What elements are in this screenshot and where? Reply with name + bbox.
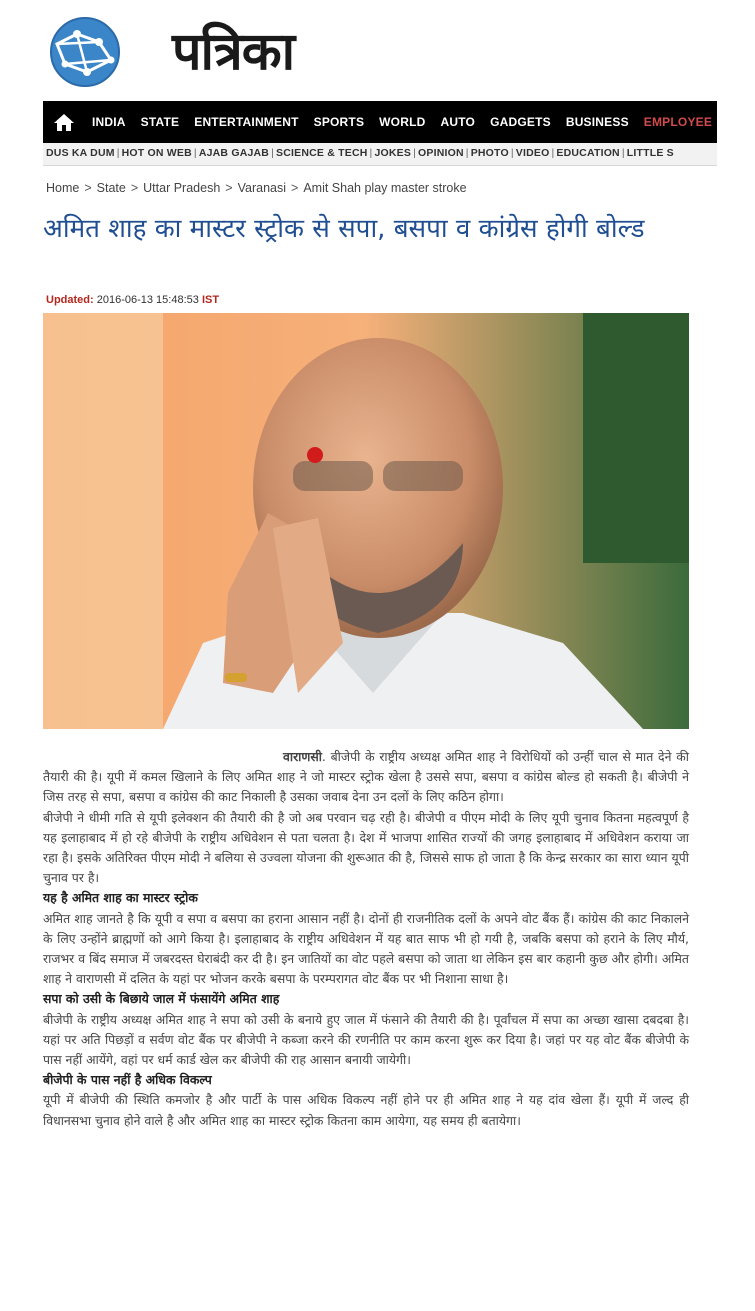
nav-item-gadgets[interactable]: GADGETS [490, 115, 551, 129]
subnav-item-little[interactable]: LITTLE S [626, 147, 674, 159]
breadcrumb [46, 181, 467, 195]
article-subheading: सपा को उसी के बिछाये जाल में फंसायेंगे अमित शाह [43, 991, 280, 1007]
breadcrumb-varanasi[interactable]: Varanasi [237, 181, 287, 195]
subnav-separator: | [193, 147, 197, 159]
subnav-separator: | [369, 147, 373, 159]
nav-item-sports[interactable]: SPORTS [313, 115, 365, 129]
subnav-item-science-tech[interactable]: SCIENCE & TECH [276, 147, 368, 159]
subnav-item-hot-on-web[interactable]: HOT ON WEB [121, 147, 192, 159]
nav-item-state[interactable]: STATE [140, 115, 180, 129]
logo-wordmark: पत्रिका [172, 22, 295, 82]
subnav-item-photo[interactable]: PHOTO [470, 147, 509, 159]
subnav-separator: | [551, 147, 555, 159]
updated-label: Updated: [46, 294, 94, 306]
main-nav [43, 101, 717, 143]
nav-item-employee[interactable]: EMPLOYEE [643, 115, 713, 129]
sub-nav [43, 143, 717, 166]
article-subheading: यह है अमित शाह का मास्टर स्ट्रोक [43, 890, 198, 906]
updated-timezone: IST [201, 294, 220, 306]
subnav-item-jokes[interactable]: JOKES [374, 147, 412, 159]
nav-item-auto[interactable]: AUTO [440, 115, 476, 129]
breadcrumb-home[interactable]: Home [46, 181, 80, 195]
article-paragraph: अमित शाह जानते है कि यूपी व सपा व बसपा का हराना आसान नहीं है। दोनों ही राजनीतिक दलों के अपने वोट बैंक हैं। कांग्रेस की काट निकालने के लिए उन्होंने ब्राह्मणों को आगे किया है। इलाहाबाद के राष्ट्रीय अधिवेशन में यह बात साफ भी हो गयी है, जबकि बसपा को हराने के लिए मौर्य, राजभर व बिंद समाज में जबरदस्त घेराबंदी कर दी है। इन जातियों का वोट पहले बसपा को जाता था लेकिन इस बार कहानी कुछ और होगी। अमित शाह ने वाराणसी में दलित के यहां पर भोजन करके बसपा के परम्परागत वोट बैंक पर भी निशाना साधा है। [43, 910, 689, 987]
nav-item-india[interactable]: INDIA [92, 115, 126, 129]
subnav-separator: | [510, 147, 514, 159]
subnav-separator: | [116, 147, 120, 159]
home-icon[interactable] [53, 112, 75, 132]
article-headline: अमित शाह का मास्टर स्ट्रोक से सपा, बसपा व कांग्रेस होगी बोल्ड [43, 214, 645, 244]
subnav-item-opinion[interactable]: OPINION [418, 147, 464, 159]
globe-logo-icon [47, 14, 123, 90]
subnav-separator: | [465, 147, 469, 159]
breadcrumb-separator: > [130, 181, 139, 195]
article-paragraph-text: . बीजेपी के राष्ट्रीय अध्यक्ष अमित शाह ने विरोधियों को उन्हीं चाल से मात देने की तैयारी की है। यूपी में कमल खिलाने के लिए अमित शाह ने जो मास्टर स्ट्रोक खेला है उससे सपा, बसपा व कांग्रेस बोल्ड हो सकती है। बीजेपी ने जिस तरह से सपा, बसपा व कांग्रेस की काट निकाली है उसका जवाब देना उन दलों के लिए कठिन होगा। [43, 749, 689, 805]
article-subheading: बीजेपी के पास नहीं है अधिक विकल्प [43, 1072, 212, 1088]
article-body [43, 747, 689, 1131]
subnav-separator: | [413, 147, 416, 159]
nav-item-business[interactable]: BUSINESS [565, 115, 629, 129]
subnav-separator: | [621, 147, 625, 159]
article-paragraph: यूपी में बीजेपी की स्थिति कमजोर है और पार्टी के पास अधिक विकल्प नहीं होने पर ही अमित शाह ने यह दांव खेला हैं। यूपी में जल्द ही विधानसभा चुनाव होने वाले है और अमित शाह का मास्टर स्ट्रोक कितना काम आयेगा, यह समय ही बतायेगा। [43, 1092, 689, 1128]
subnav-item-education[interactable]: EDUCATION [556, 147, 620, 159]
article-paragraph [43, 747, 689, 808]
article-paragraph: बीजेपी के राष्ट्रीय अध्यक्ष अमित शाह ने सपा को उसी के बनाये हुए जाल में फंसाने की तैयारी की है। पूर्वांचल में सपा का अच्छा खासा दबदबा है। यहां पर अति पिछड़ों व सर्वण वोट बैंक पर बीजेपी ने कब्जा करने की रणनीति पर काम करना शुरू कर दिया है। जहां पर यह वोट बैंक बीजेपी के पास नहीं आयेंगे, वहां पर धर्म कार्ड खेल कर बीजेपी की राह आसान बनायी जायेगी। [43, 1011, 689, 1068]
subnav-item-dus-ka-dum[interactable]: DUS KA DUM [46, 147, 115, 159]
article-photo [43, 313, 689, 729]
breadcrumb-separator: > [84, 181, 92, 195]
article-dateline: वाराणसी [283, 749, 322, 764]
subnav-item-video[interactable]: VIDEO [515, 147, 550, 159]
breadcrumb-current: Amit Shah play master stroke [303, 181, 467, 195]
nav-item-entertainment[interactable]: ENTERTAINMENT [194, 115, 299, 129]
subnav-separator: | [271, 147, 275, 159]
subnav-item-ajab-gajab[interactable]: AJAB GAJAB [198, 147, 270, 159]
breadcrumb-uttar-pradesh[interactable]: Uttar Pradesh [143, 181, 221, 195]
updated-timestamp: 2016-06-13 15:48:53 [96, 294, 199, 306]
breadcrumb-separator: > [291, 181, 299, 195]
breadcrumb-state[interactable]: State [96, 181, 126, 195]
nav-item-world[interactable]: WORLD [379, 115, 426, 129]
site-logo[interactable] [47, 12, 307, 88]
article-updated [46, 294, 219, 306]
article-paragraph: बीजेपी ने धीमी गति से यूपी इलेक्शन की तैयारी की है जो अब परवान चढ़ रही है। बीजेपी व पीएम मोदी के लिए यूपी चुनाव कितना महत्वपूर्ण है यह इलाहाबाद में हो रहे बीजेपी के राष्ट्रीय अधिवेशन से पता चलता है। देश में भाजपा शासित राज्यों की जगह इलाहाबाद में अधिवेशन कराया जा रहा है। इसके अतिरिक्त पीएम मोदी ने बलिया से उज्वला योजना की शुरूआत की है, जिससे साफ हो जाता है कि केन्द्र सरकार का सारा ध्यान यूपी चुनाव पर है। [43, 809, 689, 886]
article-photo-illustration [43, 313, 689, 729]
nav-items [92, 101, 717, 143]
breadcrumb-separator: > [225, 181, 233, 195]
